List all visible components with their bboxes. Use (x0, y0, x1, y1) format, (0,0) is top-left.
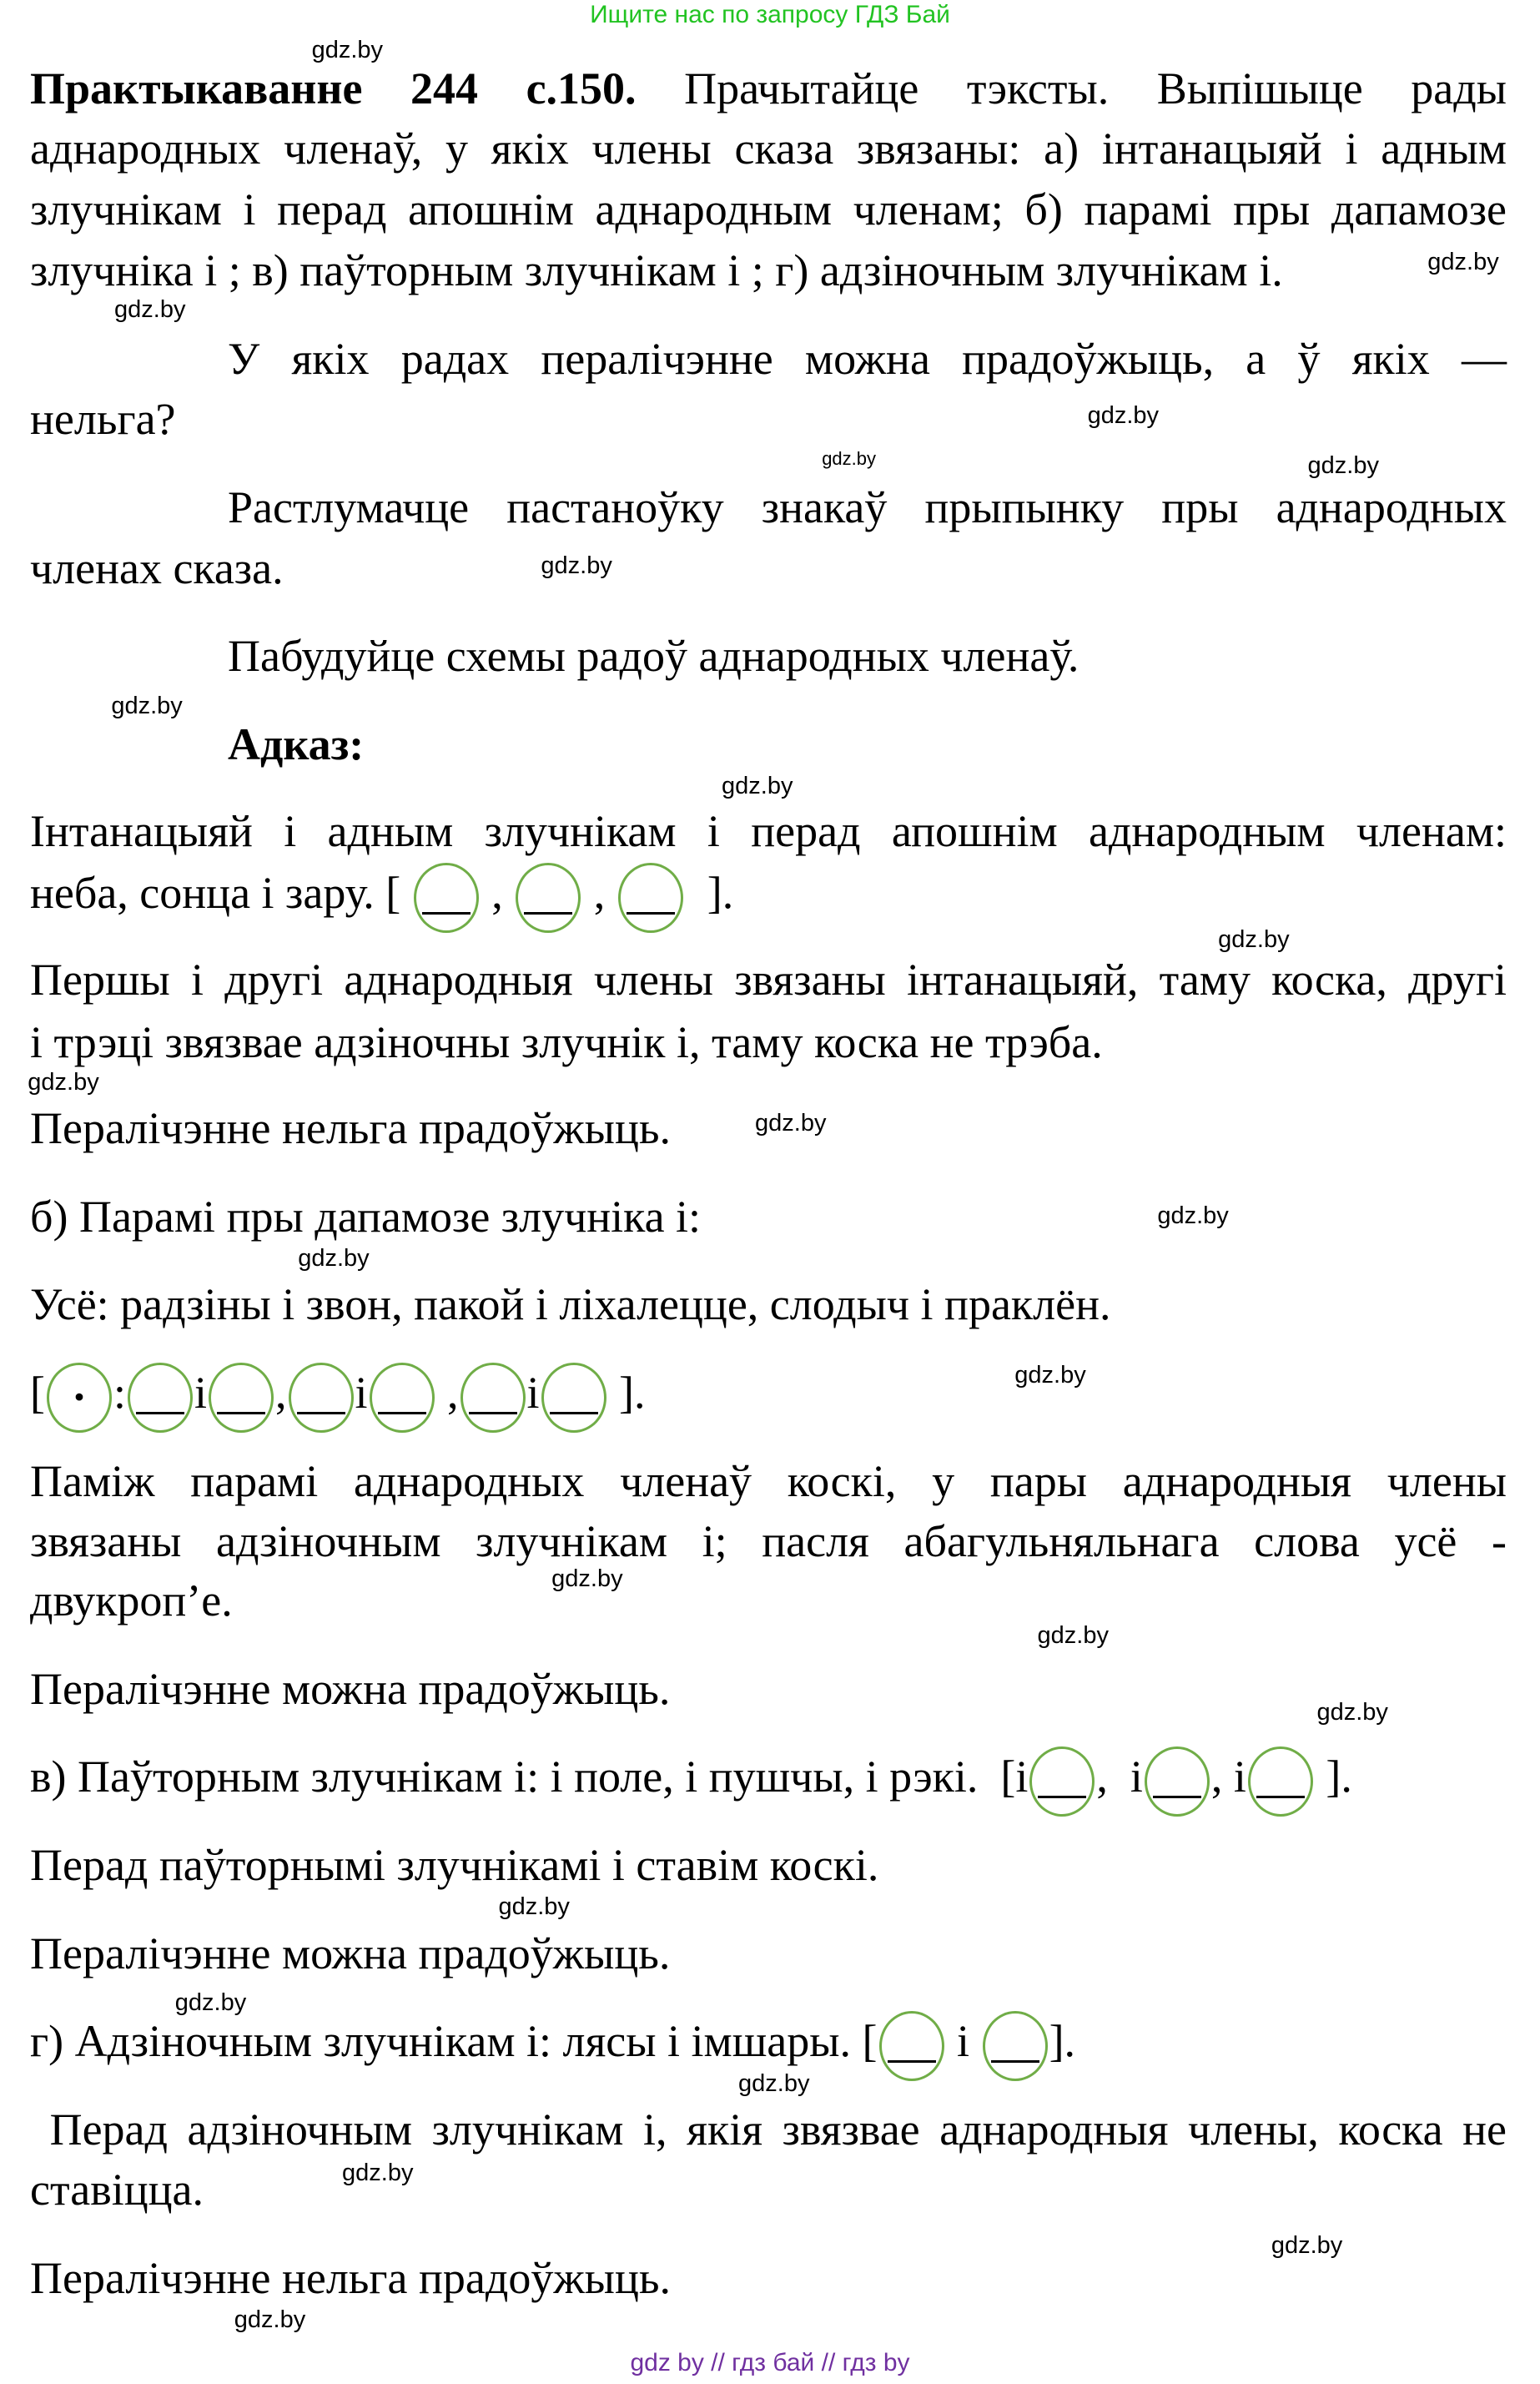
scheme-oval-member (414, 863, 479, 933)
question-2: Растлумачце пастаноўку знакаў прыпынку пры аднародных (228, 482, 1507, 532)
answer-v-conclusion: Пералічэнне можна прадоўжыць. (30, 1928, 671, 1978)
watermark: gdz.by (722, 773, 793, 800)
watermark: gdz.by (298, 1245, 370, 1273)
answer-b-conclusion: Пералічэнне можна прадоўжыць. (30, 1664, 671, 1714)
answer-a-title: Інтанацыяй і адным злучнікам і перад апошнім аднародным членам: (30, 806, 1507, 856)
scheme-text: [ (30, 1368, 45, 1418)
scheme-text: , (435, 1368, 459, 1418)
footer-links[interactable]: gdz by // гдз бай // гдз by (630, 2349, 910, 2376)
answer-b-example: Усё: радзіны і звон, пакой і ліхалецце, слодыч і праклён. (30, 1279, 1111, 1329)
question-2-cont: членах сказа. (30, 543, 284, 593)
scheme-text: ]. (1049, 2016, 1076, 2066)
watermark: gdz.by (755, 1110, 827, 1137)
watermark: gdz.by (28, 1069, 99, 1096)
answer-b-scheme (30, 1368, 646, 1422)
watermark: gdz.by (1307, 452, 1379, 480)
answer-g-conclusion: Пералічэнне нельга прадоўжыць. (30, 2253, 671, 2303)
question-1-cont: нельга? (30, 394, 176, 444)
watermark: gdz.by (551, 1565, 623, 1593)
answer-heading: Адказ: (228, 719, 365, 769)
answer-a-conclusion: Пералічэнне нельга прадоўжыць. (30, 1103, 671, 1153)
scheme-text: ]. (684, 868, 734, 918)
scheme-text: неба, сонца і зару. [ (30, 868, 412, 918)
answer-v-explanation: Перад паўторнымі злучнікамі і ставім коскі. (30, 1840, 879, 1890)
scheme-text: і (194, 1368, 208, 1418)
search-banner[interactable]: Ищите нас по запросу ГДЗ Бай (590, 1, 950, 28)
scheme-text: в) Паўторным злучнікам і: і поле, і пушчы, і рэкі. [і (30, 1751, 1029, 1802)
watermark: gdz.by (311, 36, 384, 63)
watermark: gdz.by (1014, 1362, 1086, 1389)
watermark: gdz.by (114, 295, 186, 323)
answer-g-explanation-2: ставіцца. (30, 2165, 204, 2215)
answer-g-explanation-1: Перад адзіночным злучнікам і, якія звязвае аднародныя члены, коска не (30, 2104, 1507, 2155)
scheme-text: , (582, 868, 617, 918)
scheme-oval-member (209, 1363, 274, 1433)
task-line-1 (30, 63, 1507, 113)
scheme-oval-member (516, 863, 581, 933)
watermark: gdz.by (498, 1893, 570, 1921)
answer-a-explanation-1: Першы і другі аднародныя члены звязаны інтанацыяй, таму коска, другі (30, 955, 1507, 1005)
scheme-oval-member (879, 2011, 944, 2081)
scheme-oval-member (1248, 1746, 1313, 1817)
watermark: gdz.by (1271, 2232, 1343, 2260)
scheme-text: і (526, 1368, 540, 1418)
scheme-oval-generalizing-word: · (47, 1363, 112, 1433)
question-3: Пабудуйце схемы радоў аднародных членаў. (228, 631, 1080, 681)
scheme-oval-member (128, 1363, 193, 1433)
watermark: gdz.by (1037, 1621, 1109, 1649)
scheme-oval-member (289, 1363, 354, 1433)
watermark: gdz.by (234, 2306, 306, 2334)
answer-b-explanation-1: Паміж парамі аднародных членаў коскі, у пары аднародныя члены (30, 1456, 1507, 1506)
watermark: gdz.by (1218, 926, 1290, 954)
task-line-2: аднародных членаў, у якіх члены сказа звязаны: а) інтанацыяй і адным (30, 123, 1507, 174)
task-line-3: злучнікам і перад апошнім аднародным членам; б) парамі пры дапамозе (30, 184, 1507, 234)
scheme-text: , (480, 868, 515, 918)
watermark: gdz.by (738, 2069, 810, 2097)
answer-b-explanation-3: двукроп’е. (30, 1575, 233, 1625)
answer-g-line (30, 2016, 1076, 2068)
question-1: У якіх радах пералічэнне можна прадоўжыць, а ў якіх — (228, 334, 1507, 384)
scheme-oval-member (1029, 1746, 1095, 1817)
scheme-oval-member (618, 863, 683, 933)
answer-b-explanation-2: звязаны адзіночным злучнікам і; пасля абагульняльнага слова усё - (30, 1516, 1507, 1566)
task-text: Прачытайце тэксты. Выпішыце рады (636, 63, 1507, 113)
watermark: gdz.by (342, 2159, 414, 2186)
scheme-text: : (113, 1368, 126, 1418)
watermark: gdz.by (541, 552, 612, 580)
answer-a-explanation-2: і трэці звязвае адзіночны злучнік і, таму коска не трэба. (30, 1017, 1103, 1067)
scheme-text: ]. (607, 1368, 646, 1418)
watermark: gdz.by (1087, 402, 1160, 430)
watermark: gdz.by (822, 447, 877, 469)
scheme-text: і (355, 1368, 368, 1418)
watermark: gdz.by (174, 1989, 247, 2017)
scheme-text: і (945, 2016, 981, 2066)
task-line-4: злучніка і ; в) паўторным злучнікам і ; г) адзіночным злучнікам і. (30, 245, 1283, 295)
watermark: gdz.by (1427, 249, 1499, 276)
watermark: gdz.by (111, 692, 183, 719)
answer-a-scheme (30, 870, 733, 920)
scheme-oval-member (983, 2011, 1048, 2081)
watermark: gdz.by (1316, 1699, 1388, 1726)
scheme-oval-member (370, 1363, 435, 1433)
scheme-text: , (275, 1368, 287, 1418)
scheme-text: г) Адзіночным злучнікам і: лясы і імшары. [ (30, 2016, 878, 2066)
answer-v-line (30, 1751, 1352, 1803)
scheme-oval-member (1145, 1746, 1210, 1817)
scheme-text: ]. (1314, 1751, 1352, 1802)
scheme-text: , і (1096, 1751, 1143, 1802)
watermark: gdz.by (1157, 1202, 1229, 1230)
task-title: Практыкаванне 244 с.150. (30, 63, 637, 113)
scheme-text: , і (1210, 1751, 1246, 1802)
scheme-oval-member (460, 1363, 526, 1433)
answer-b-title: б) Парамі пры дапамозе злучніка і: (30, 1192, 702, 1242)
scheme-oval-member (541, 1363, 606, 1433)
